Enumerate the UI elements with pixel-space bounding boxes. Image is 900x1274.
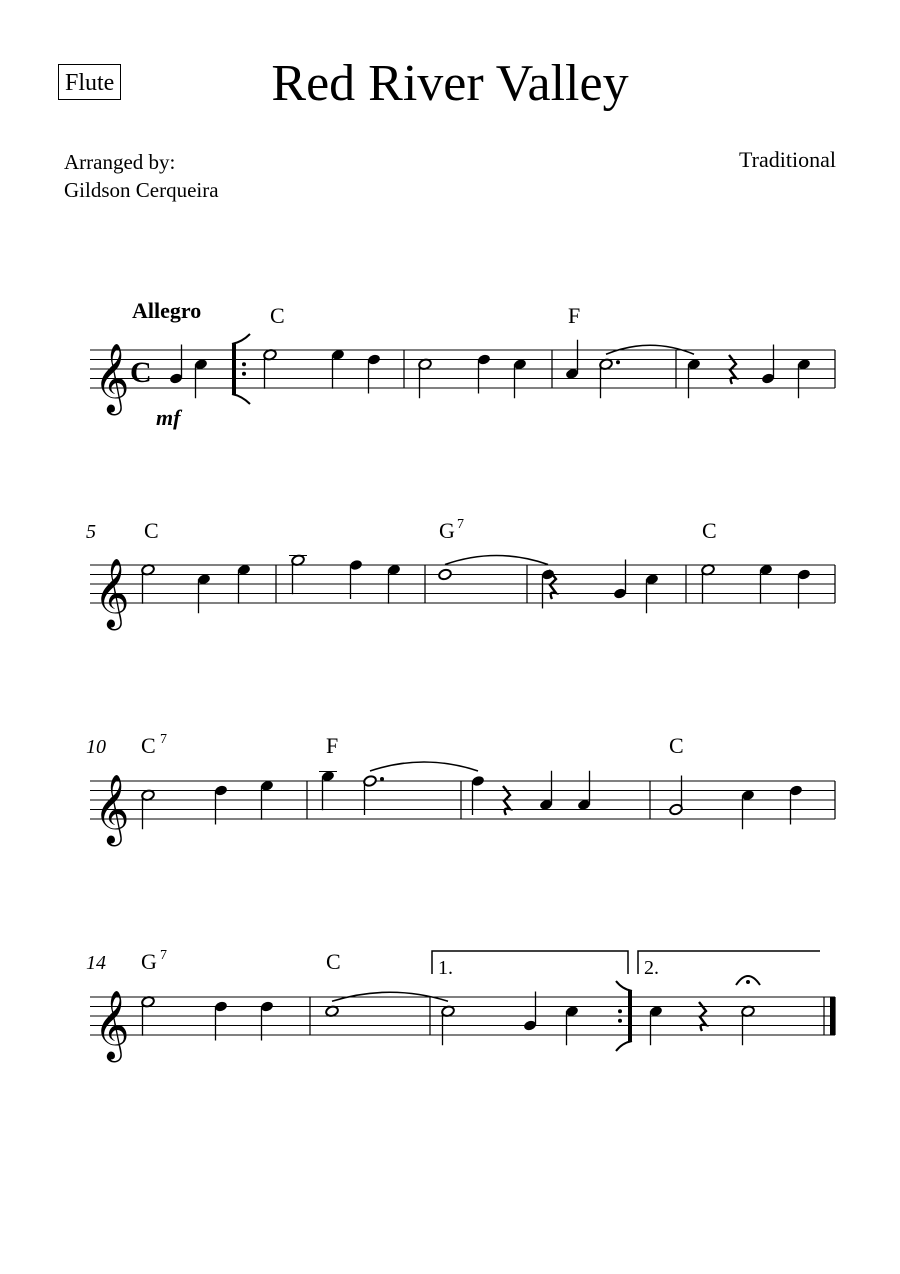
- time-signature: C: [130, 356, 152, 389]
- treble-clef-icon: 𝄞: [94, 992, 130, 1058]
- chord-symbol: G: [439, 518, 455, 543]
- repeat-dot: [618, 1019, 622, 1023]
- treble-clef-icon: 𝄞: [94, 776, 130, 842]
- chord-symbol: C: [144, 518, 159, 543]
- measure-number: 14: [86, 952, 106, 974]
- note-dot: [616, 360, 620, 364]
- repeat-bracket-bottom: [232, 394, 250, 404]
- dynamic-marking: mf: [156, 405, 181, 430]
- note-dot: [380, 777, 384, 781]
- chord-symbol: F: [568, 303, 581, 328]
- volta-bracket: [432, 951, 628, 974]
- arranger-label: Arranged by:: [64, 150, 176, 174]
- measure-number: 10: [86, 736, 106, 758]
- fermata-dot: [746, 980, 750, 984]
- composer-credit: Traditional: [739, 147, 836, 172]
- chord-symbol: G: [141, 949, 157, 974]
- treble-clef-icon: 𝄞: [94, 345, 130, 411]
- volta-label: 1.: [438, 957, 453, 979]
- chord-symbol: C: [326, 949, 341, 974]
- volta-label: 2.: [644, 957, 659, 979]
- final-bar: [830, 997, 835, 1035]
- tie: [370, 762, 478, 771]
- repeat-bracket-top: [232, 334, 250, 344]
- chord-symbol: C: [669, 733, 684, 758]
- chord-symbol: C: [270, 303, 285, 328]
- repeat-bracket-top: [616, 981, 632, 991]
- arranger-name: Gildson Cerqueira: [64, 178, 219, 202]
- volta-bracket: [638, 951, 820, 974]
- repeat-end-bar: [628, 991, 632, 1041]
- chord-symbol: C: [702, 518, 717, 543]
- repeat-dot: [618, 1009, 622, 1013]
- chord-superscript: 7: [160, 948, 167, 963]
- chord-superscript: 7: [160, 732, 167, 747]
- repeat-dot: [242, 362, 246, 366]
- tempo-marking: Allegro: [132, 298, 202, 323]
- chord-symbol: C: [141, 733, 156, 758]
- note-head: [438, 568, 452, 580]
- chord-symbol: F: [326, 733, 339, 758]
- measure-number: 5: [86, 521, 96, 543]
- tie: [445, 556, 548, 565]
- repeat-dot: [242, 372, 246, 376]
- page-title: Red River Valley: [271, 55, 629, 112]
- chord-superscript: 7: [457, 517, 464, 532]
- music-notation: [90, 334, 835, 1062]
- repeat-bracket-bottom: [616, 1041, 632, 1051]
- repeat-start-bar: [232, 344, 236, 394]
- treble-clef-icon: 𝄞: [94, 560, 130, 626]
- instrument-label: Flute: [58, 64, 121, 100]
